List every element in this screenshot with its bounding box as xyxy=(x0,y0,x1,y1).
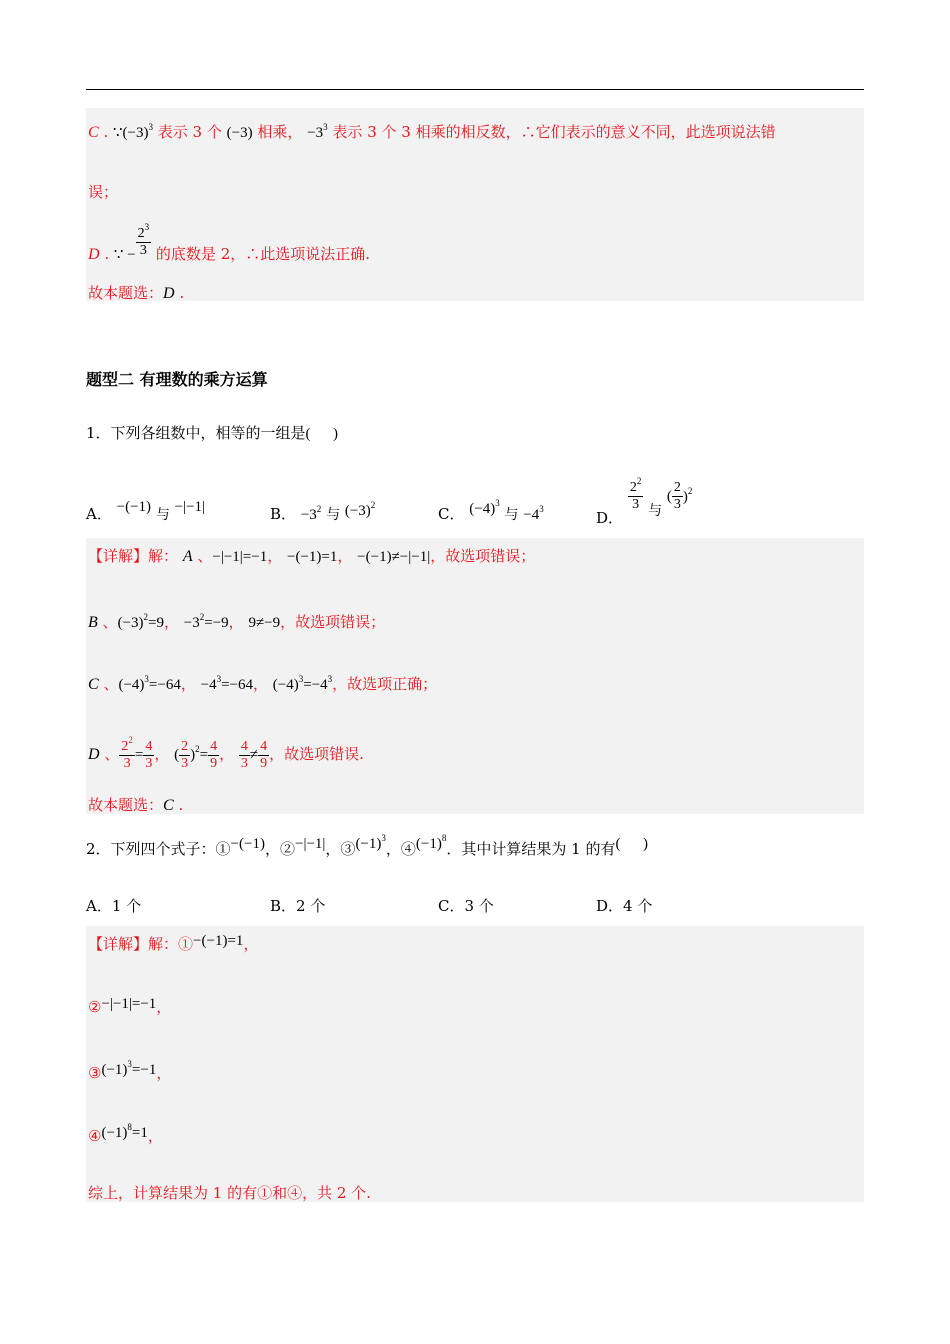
question-1-stem: 1．下列各组数中，相等的一组是( ) xyxy=(86,424,339,442)
q1-solution-a: 【详解】解： A 、−|−1|=−1， −(−1)=1， −(−1)≠−|−1|，故选项错误； xyxy=(88,547,536,565)
q2-solution-box xyxy=(86,926,864,1202)
q2-solution-4: $④(-1)^8=1$， xyxy=(88,1122,163,1145)
solution-line-c-cont: 误； xyxy=(88,183,119,201)
solution-line-c: C . $\because(-3)^3$ 表示 3 个 (−3) 相乘， $-3^3$ 表示 3 个 3 相乘的相反数，∴它们表示的意义不同，此选项说法错 xyxy=(88,122,776,141)
solution-conclusion-prev: 故本题选：D . xyxy=(88,284,185,302)
q2-solution-1: 【详解】解：①−(−1)=1， xyxy=(88,933,259,953)
q1-option-c: C． $(-4)^3$ 与 $-4^3$ xyxy=(438,498,544,523)
q1-option-a: A． −(−1) 与 −|−1| xyxy=(86,499,206,523)
q1-solution-b: B 、$(-3)^2=9$， $-3^2=-9$， 9≠−9，故选项错误； xyxy=(88,612,386,631)
q1-solution-d: D 、 $\frac{2^2}{3}$ = $\frac{4}{3}$ ， ( $\frac{2}{3}$ )$^2$= $\frac{4}{9}$ ， $\frac{4}{3}$ ≠ $\frac{4}{9}$ ，故选项错误. xyxy=(88,734,364,771)
q2-solution-2: ②−|−1|=−1， xyxy=(88,996,172,1016)
q1-conclusion: 故本题选：C . xyxy=(88,796,184,814)
section-title: 题型二 有理数的乘方运算 xyxy=(86,370,268,389)
question-2-stem: 2．下列四个式子：①−(−1)，②−|−1|，$③(-1)^3$，$④(-1)^8$．其中计算结果为 1 的有( ) xyxy=(86,833,648,858)
q2-option-c: C．3 个 xyxy=(438,897,494,915)
header-rule xyxy=(86,89,864,90)
q2-option-b: B．2 个 xyxy=(270,897,326,915)
q2-option-d: D．4 个 xyxy=(596,897,653,915)
q2-solution-3: $③(-1)^3=-1$， xyxy=(88,1059,172,1082)
q2-summary: 综上，计算结果为 1 的有①和④，共 2 个. xyxy=(88,1184,371,1202)
q1-option-b: B． $-3^2$ 与 $(-3)^2$ xyxy=(270,500,376,523)
solution-line-d: D . ∵ − $\frac{2^3}{3}$ 的底数是 2，∴此选项说法正确. xyxy=(88,221,371,263)
q1-solution-c: C 、$(-4)^3=-64$， $-4^3=-64$， $(-4)^3=-4^3$，故选项正确； xyxy=(88,674,438,693)
q1-option-d: D． $\frac{2^2}{3}$ 与 ( $\frac{2}{3}$ )$^2$ xyxy=(596,476,693,527)
q2-option-a: A．1 个 xyxy=(86,897,142,915)
